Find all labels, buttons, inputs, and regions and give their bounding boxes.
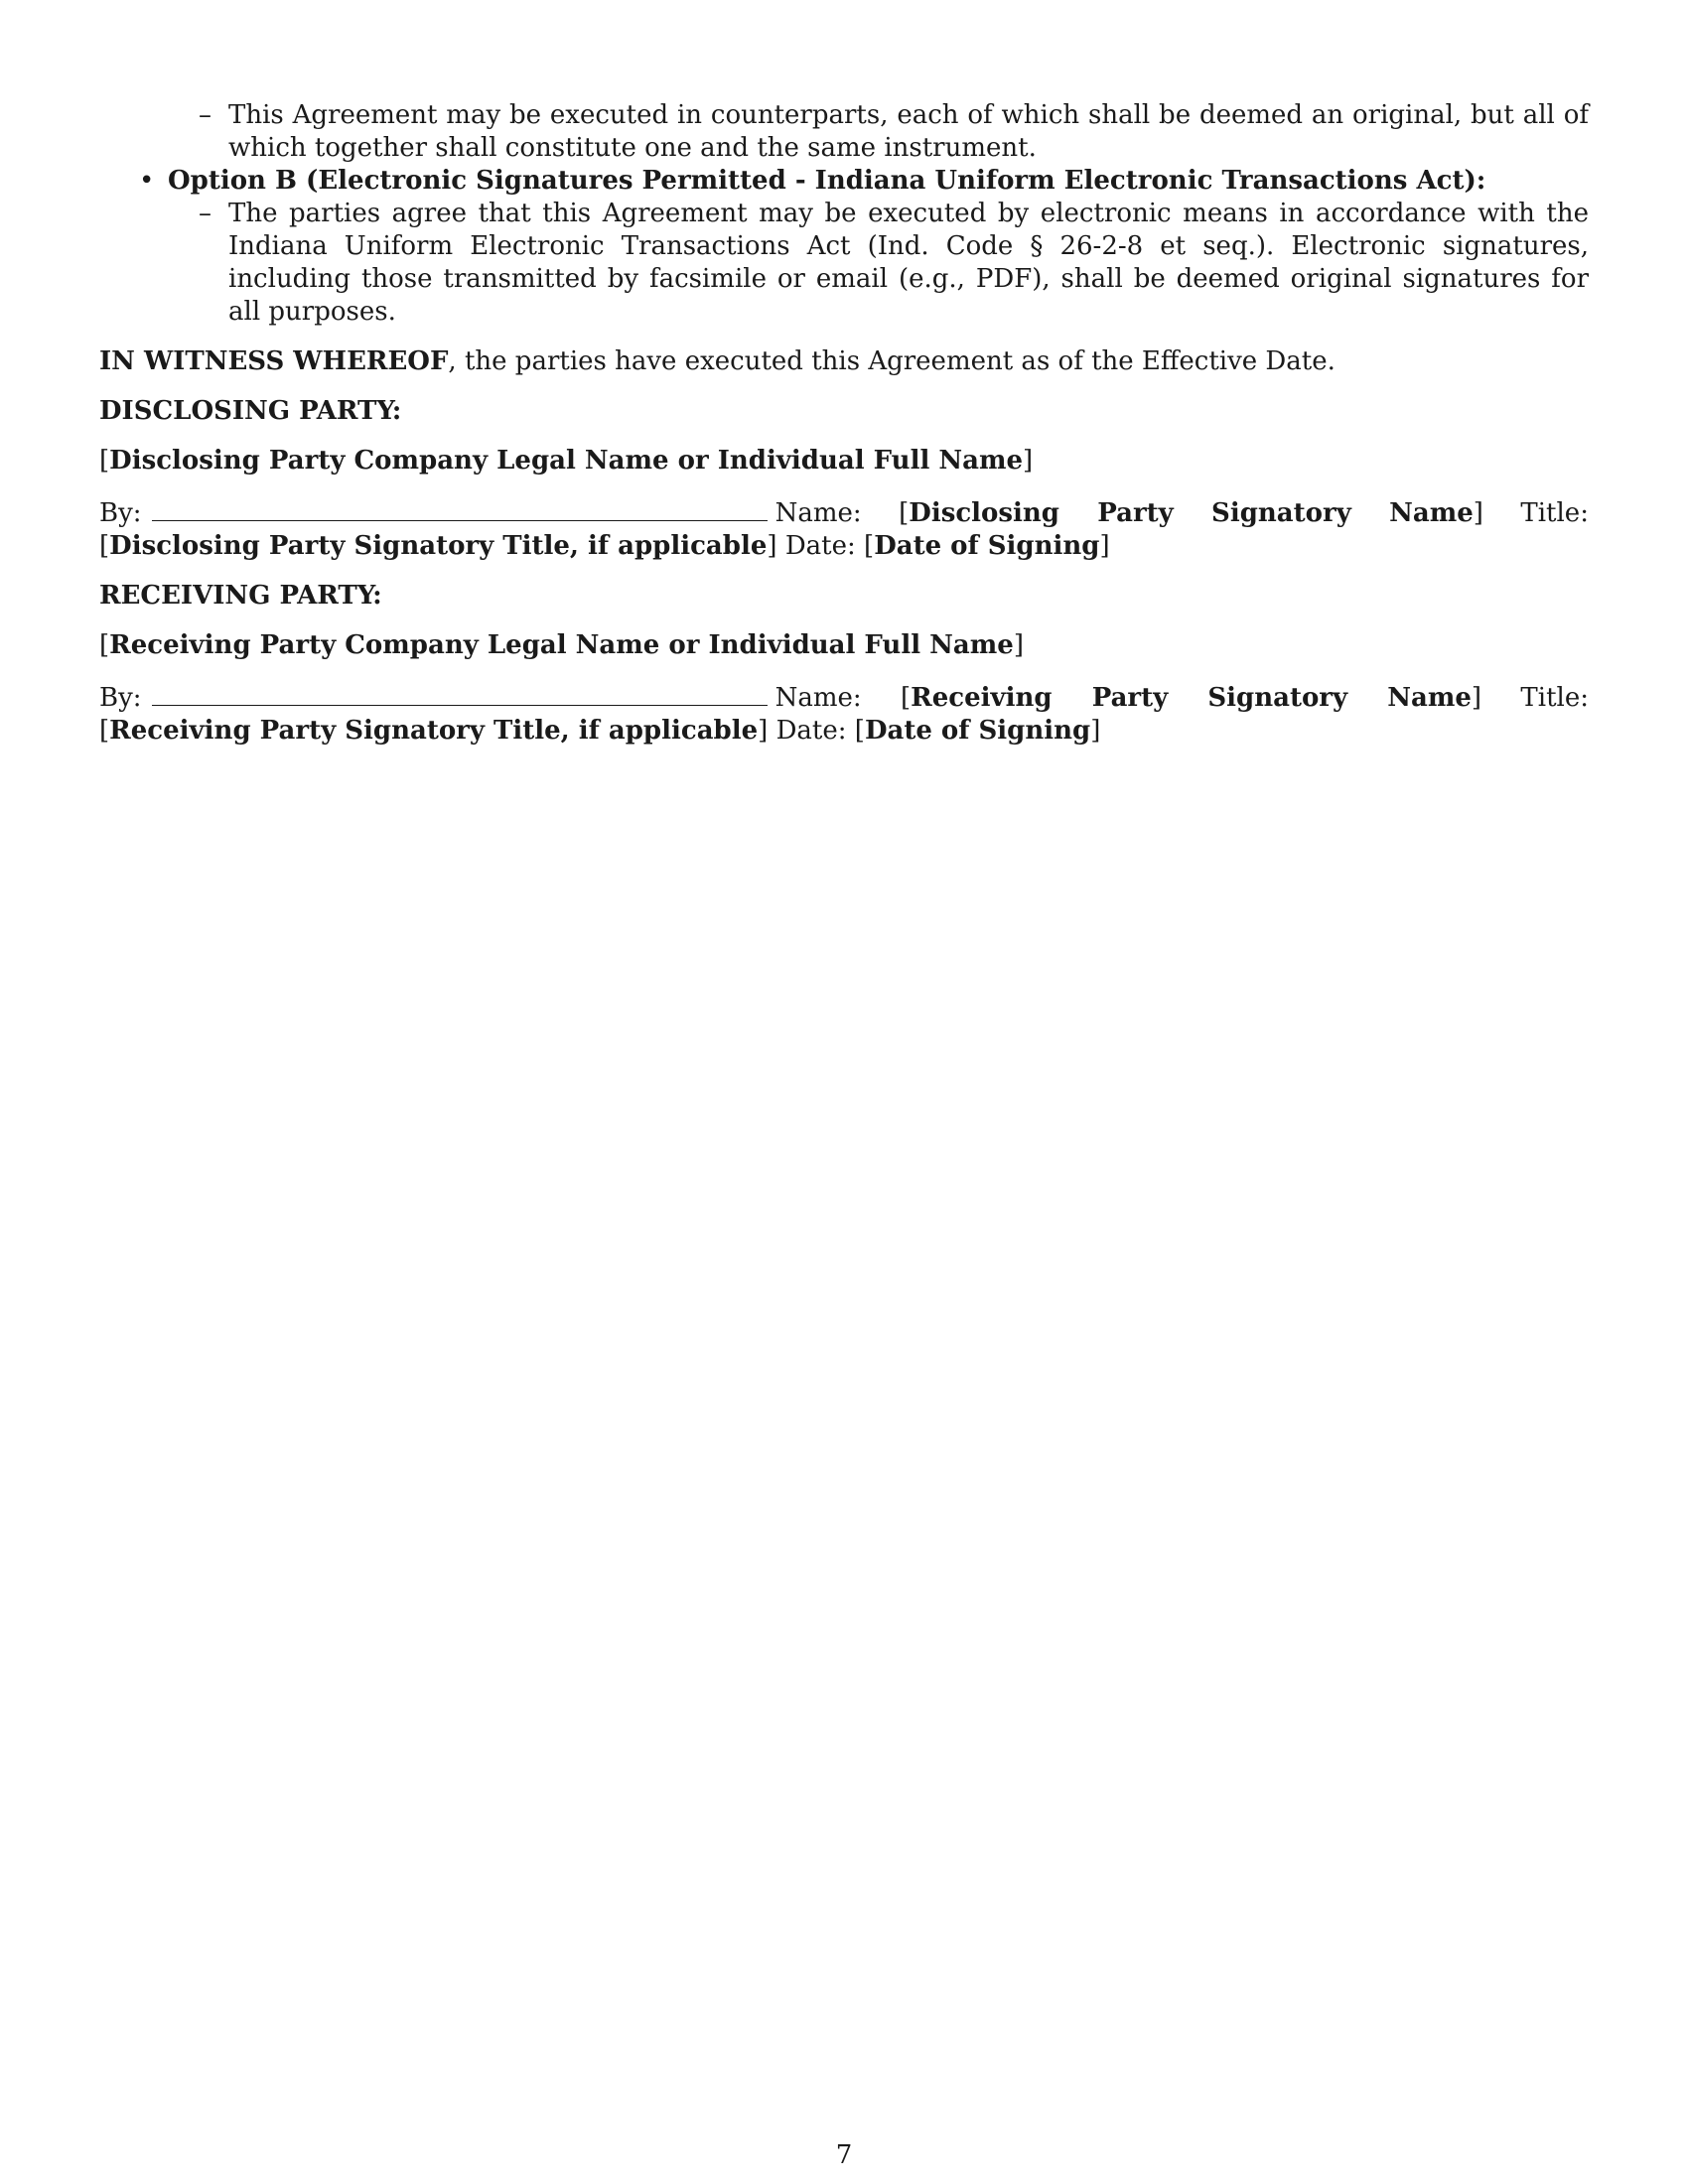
- receiving-signatory-title: Receiving Party Signatory Title, if applicable: [109, 716, 759, 746]
- name-label: Name:: [774, 498, 862, 528]
- receiving-entity-name: Receiving Party Company Legal Name or Individual Full Name: [109, 630, 1014, 660]
- dash-marker: –: [199, 199, 211, 228]
- date-label: Date:: [775, 716, 847, 746]
- page-number: 7: [835, 2140, 853, 2170]
- disclosing-party-heading: DISCLOSING PARTY:: [99, 396, 402, 426]
- date-label: Date:: [784, 531, 856, 561]
- receiving-signature-line[interactable]: [152, 679, 768, 706]
- disclosing-signing-date: Date of Signing: [874, 531, 1100, 561]
- title-label: Title:: [1520, 498, 1589, 528]
- title-label: Title:: [1520, 683, 1589, 713]
- receiving-signature-block: By: Name: [Receiving Party Signatory Name] Title: [Receiving Party Signatory Title, if applicable] Date: [Date of Signing]: [99, 679, 1589, 748]
- disclosing-entity-name: Disclosing Party Company Legal Name or Individual Full Name: [109, 446, 1024, 476]
- witness-text: , the parties have executed this Agreement as of the Effective Date.: [448, 346, 1336, 376]
- option-b-item: [99, 165, 1589, 198]
- disclosing-signatory-name: Disclosing Party Signatory Name: [909, 498, 1474, 528]
- name-label: Name:: [774, 683, 862, 713]
- disclosing-signature-line[interactable]: [152, 494, 768, 521]
- counterparts-text: This Agreement may be executed in counterparts, each of which shall be deemed an original, but all of which together shall constitute one and the same instrument.: [228, 100, 1589, 163]
- by-label: By:: [99, 683, 142, 713]
- receiving-signing-date: Date of Signing: [864, 716, 1091, 746]
- witness-lead: IN WITNESS WHEREOF: [99, 346, 449, 376]
- witness-paragraph: [99, 345, 1589, 378]
- receiving-signatory-name: Receiving Party Signatory Name: [911, 683, 1472, 713]
- electronic-signatures-clause: [99, 198, 1589, 329]
- disclosing-party-entity: [Disclosing Party Company Legal Name or Individual Full Name]: [99, 446, 1034, 476]
- receiving-party-heading: RECEIVING PARTY:: [99, 581, 382, 611]
- dash-marker: –: [199, 100, 211, 130]
- counterparts-clause: [99, 99, 1589, 165]
- electronic-signatures-text: The parties agree that this Agreement may be executed by electronic means in accordance with the Indiana Uniform Electronic Transactions Act (Ind. Code § 26-2-8 et seq.). Electronic signatures, including those transmitted by facsimile or email (e.g., PDF), shall be deemed original signatures for all purposes.: [228, 199, 1589, 327]
- bullet-marker: •: [139, 166, 155, 196]
- receiving-party-entity: [Receiving Party Company Legal Name or Individual Full Name]: [99, 630, 1024, 660]
- disclosing-signature-block: By: Name: [Disclosing Party Signatory Name] Title: [Disclosing Party Signatory Title, if applicable] Date: [Date of Signing]: [99, 494, 1589, 563]
- document-page: [99, 99, 1589, 748]
- disclosing-signatory-title: Disclosing Party Signatory Title, if applicable: [109, 531, 768, 561]
- option-b-heading: Option B (Electronic Signatures Permitted - Indiana Uniform Electronic Transactions Act):: [168, 166, 1486, 196]
- by-label: By:: [99, 498, 142, 528]
